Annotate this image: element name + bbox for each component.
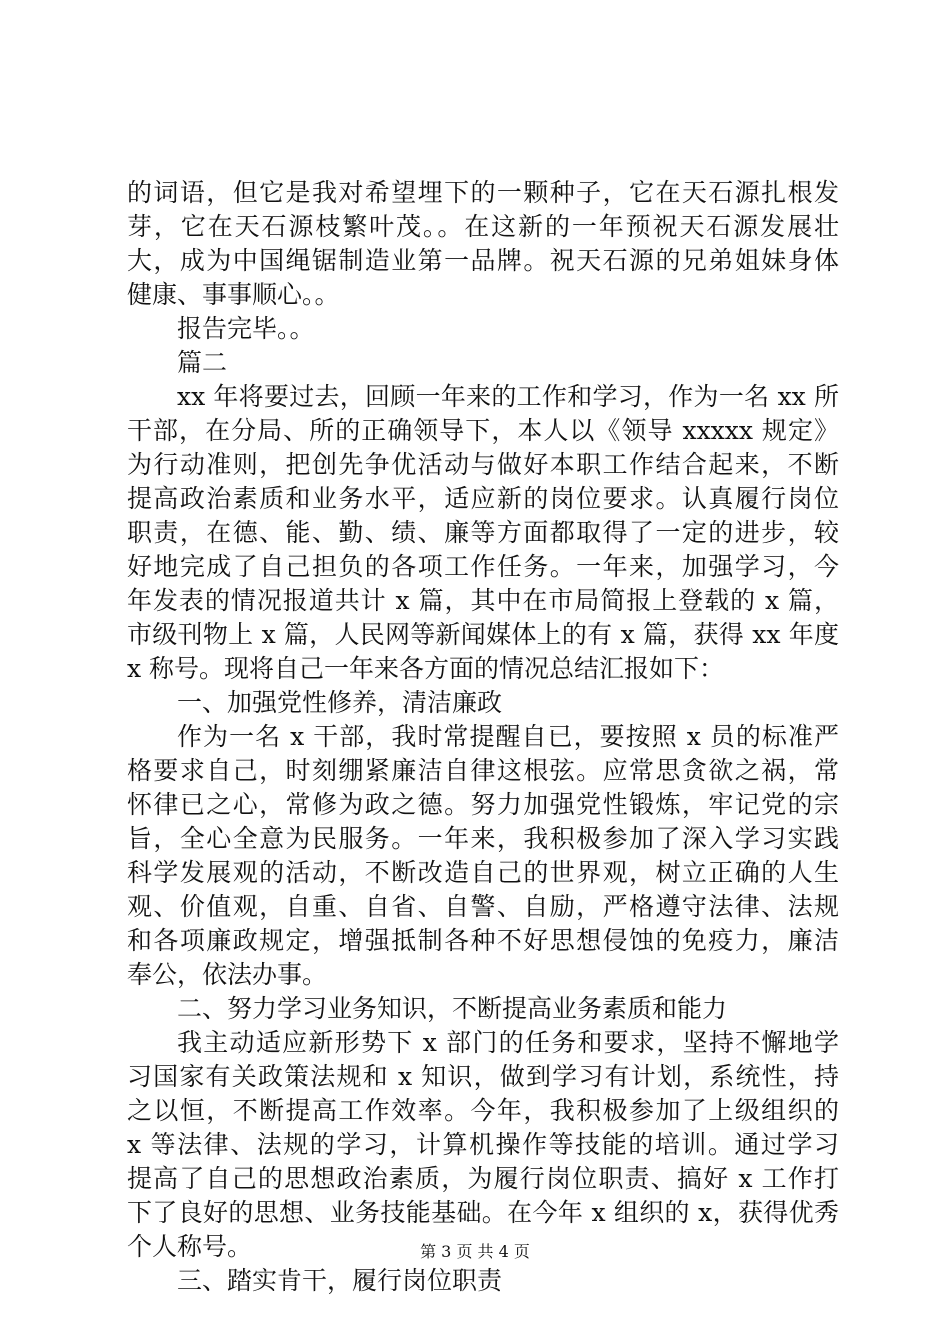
- paragraph: [127, 720, 839, 992]
- text-line: 我主动适应新形势下 x 部门的任务和要求，坚持不懈地学: [177, 1028, 839, 1057]
- text-line: 旨，全心全意为民服务。一年来，我积极参加了深入学习实践: [127, 824, 839, 853]
- text-line: 下了良好的思想、业务技能基础。在今年 x 组织的 x，获得优秀: [127, 1198, 839, 1227]
- text-line: 习国家有关政策法规和 x 知识，做到学习有计划，系统性，持: [127, 1062, 839, 1091]
- text-line: 科学发展观的活动，不断改造自己的世界观，树立正确的人生: [127, 858, 839, 887]
- section-heading: [127, 992, 839, 1026]
- text-line: xx 年将要过去，回顾一年来的工作和学习，作为一名 xx 所: [177, 382, 839, 411]
- text-line: x 等法律、法规的学习，计算机操作等技能的培训。通过学习: [127, 1130, 839, 1159]
- text-line: 奉公，依法办事。: [127, 960, 328, 989]
- text-line: 三、踏实肯干，履行岗位职责: [177, 1266, 503, 1295]
- text-line: 的词语，但它是我对希望埋下的一颗种子，它在天石源扎根发: [127, 178, 839, 207]
- text-line: 年发表的情况报道共计 x 篇，其中在市局简报上登载的 x 篇，: [127, 586, 839, 615]
- text-line: 一、加强党性修养，清洁廉政: [177, 688, 503, 717]
- text-line: 好地完成了自己担负的各项工作任务。一年来，加强学习，今: [127, 552, 839, 581]
- text-line: 为行动准则，把创先争优活动与做好本职工作结合起来，不断: [127, 450, 839, 479]
- text-line: 报告完毕。。: [177, 314, 315, 343]
- text-line: 和各项廉政规定，增强抵制各种不好思想侵蚀的免疫力，廉洁: [127, 926, 839, 955]
- text-line: 干部，在分局、所的正确领导下，本人以《领导 xxxxx 规定》: [127, 416, 839, 445]
- text-line: 职责，在德、能、勤、绩、廉等方面都取得了一定的进步，较: [127, 518, 839, 547]
- paragraph: [127, 312, 839, 346]
- text-line: 二、努力学习业务知识，不断提高业务素质和能力: [177, 994, 728, 1023]
- text-line: 提高政治素质和业务水平，适应新的岗位要求。认真履行岗位: [127, 484, 839, 513]
- text-line: 市级刊物上 x 篇，人民网等新闻媒体上的有 x 篇，获得 xx 年度: [127, 620, 839, 649]
- text-line: 之以恒，不断提高工作效率。今年，我积极参加了上级组织的: [127, 1096, 839, 1125]
- paragraph: [127, 176, 839, 312]
- paragraph: [127, 1026, 839, 1264]
- text-line: 大，成为中国绳锯制造业第一品牌。祝天石源的兄弟姐妹身体: [127, 246, 839, 275]
- text-line: 篇二: [177, 348, 228, 377]
- section-heading: [127, 346, 839, 380]
- text-line: 健康、事事顺心。。: [127, 280, 340, 309]
- text-line: 观、价值观，自重、自省、自警、自励，严格遵守法律、法规: [127, 892, 839, 921]
- text-line: 芽，它在天石源枝繁叶茂。。在这新的一年预祝天石源发展壮: [127, 212, 839, 241]
- text-line: 格要求自己，时刻绷紧廉洁自律这根弦。应常思贪欲之祸，常: [127, 756, 839, 785]
- text-line: 怀律已之心，常修为政之德。努力加强党性锻炼，牢记党的宗: [127, 790, 839, 819]
- text-line: 作为一名 x 干部，我时常提醒自已，要按照 x 员的标准严: [177, 722, 839, 751]
- page-number: 第 3 页 共 4 页: [420, 1242, 530, 1261]
- document-body: [127, 176, 839, 1298]
- text-line: 个人称号。: [127, 1232, 253, 1261]
- text-line: 提高了自己的思想政治素质，为履行岗位职责、搞好 x 工作打: [127, 1164, 839, 1193]
- section-heading: [127, 1264, 839, 1298]
- paragraph: [127, 380, 839, 686]
- section-heading: [127, 686, 839, 720]
- text-line: x 称号。现将自己一年来各方面的情况总结汇报如下：: [127, 654, 725, 683]
- page-footer: [0, 1241, 950, 1263]
